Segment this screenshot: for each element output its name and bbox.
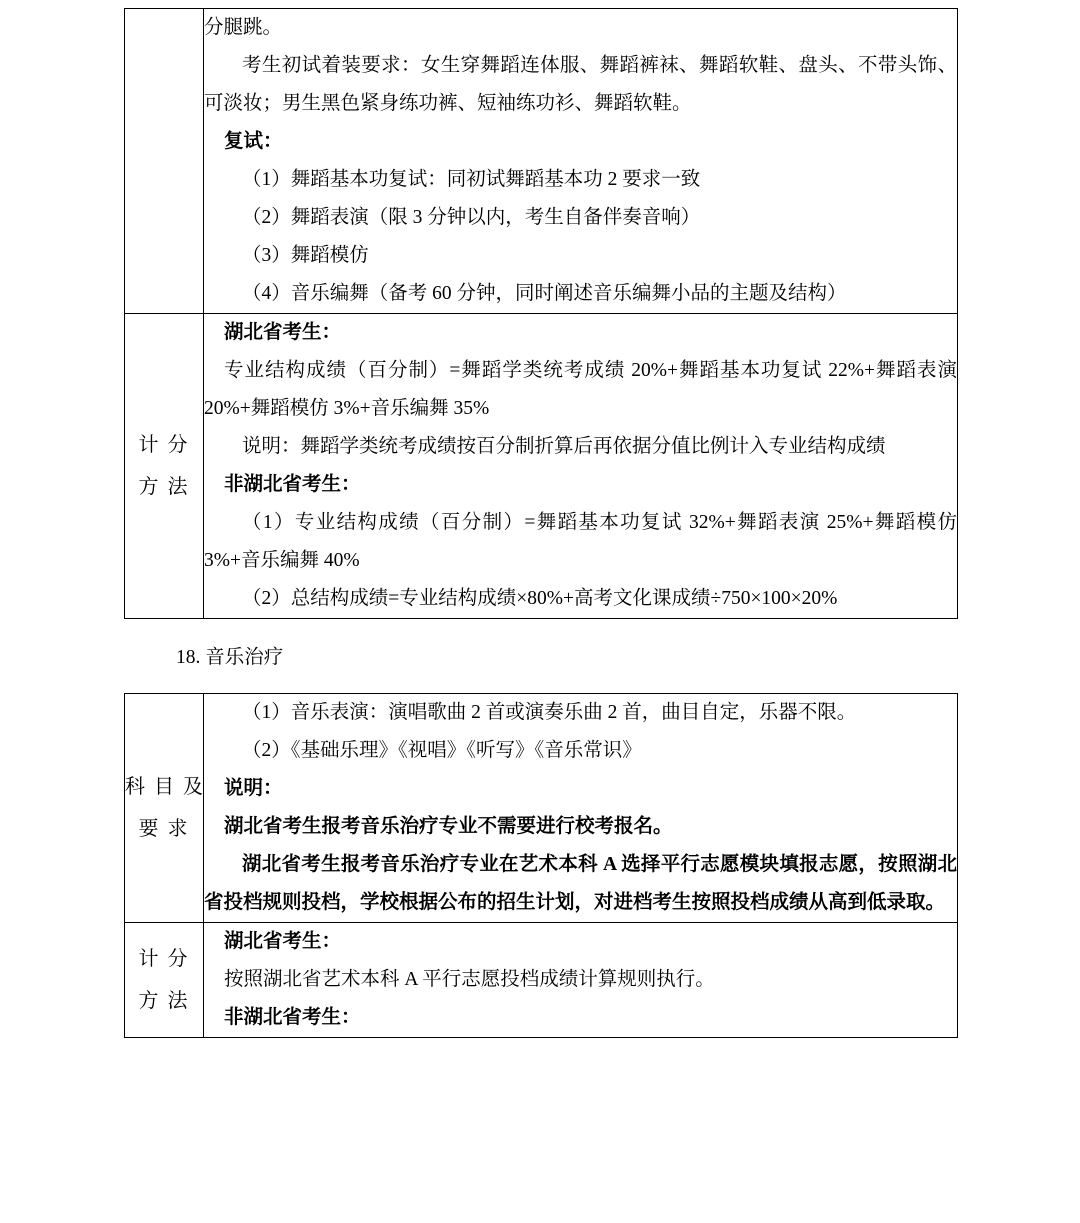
row-label-line: 科 目 及 [125, 776, 205, 798]
paragraph: 湖北省考生： [224, 931, 342, 952]
requirements-table-dance [124, 8, 958, 619]
paragraph: （1）专业结构成绩（百分制）=舞蹈基本功复试 32%+舞蹈表演 25%+舞蹈模仿 3%+音乐编舞 40% [204, 512, 957, 571]
row-label-empty [125, 9, 204, 314]
row-label-scoring-method-2 [125, 923, 204, 1038]
table-row [125, 694, 958, 923]
table-row [125, 9, 958, 314]
paragraph: 按照湖北省艺术本科 A 平行志愿投档成绩计算规则执行。 [224, 969, 715, 990]
row-content-subjects-and-requirements [204, 694, 958, 923]
document-page [0, 8, 1080, 1223]
paragraph: 湖北省考生： [224, 322, 342, 343]
section-heading: 18. 音乐治疗 [176, 647, 284, 668]
row-content-scoring-method [204, 314, 958, 619]
paragraph: （4）音乐编舞（备考 60 分钟，同时阐述音乐编舞小品的主题及结构） [242, 283, 847, 304]
row-content-scoring-method-2 [204, 923, 958, 1038]
paragraph: 考生初试着装要求：女生穿舞蹈连体服、舞蹈裤袜、舞蹈软鞋、盘头、不带头饰、可淡妆；男生黑色紧身练功裤、短袖练功衫、舞蹈软鞋。 [204, 55, 957, 114]
paragraph: 湖北省考生报考音乐治疗专业不需要进行校考报名。 [224, 816, 673, 837]
row-label-line: 计 分 [138, 948, 190, 970]
row-label-line: 方 法 [138, 476, 190, 498]
paragraph: 非湖北省考生： [224, 474, 361, 495]
paragraph: 复试： [224, 131, 283, 152]
row-label-scoring-method [125, 314, 204, 619]
row-label-line: 计 分 [138, 434, 190, 456]
row-label-subjects-and-requirements [125, 694, 204, 923]
row-label-line: 方 法 [138, 990, 190, 1012]
paragraph: 说明： [224, 778, 283, 799]
paragraph: （1）音乐表演：演唱歌曲 2 首或演奏乐曲 2 首，曲目自定，乐器不限。 [242, 702, 857, 723]
row-content-exam-subjects [204, 9, 958, 314]
paragraph: 湖北省考生报考音乐治疗专业在艺术本科 A 选择平行志愿模块填报志愿，按照湖北省投档规则投档，学校根据公布的招生计划，对进档考生按照投档成绩从高到低录取。 [204, 854, 957, 913]
row-label-line: 要 求 [138, 818, 190, 840]
paragraph: （1）舞蹈基本功复试：同初试舞蹈基本功 2 要求一致 [242, 169, 701, 190]
table-row [125, 923, 958, 1038]
paragraph: （2）《基础乐理》《视唱》《听写》《音乐常识》 [242, 740, 642, 761]
paragraph: （2）舞蹈表演（限 3 分钟以内，考生自备伴奏音响） [242, 207, 701, 228]
requirements-table-music-therapy [124, 693, 958, 1038]
paragraph: （3）舞蹈模仿 [242, 245, 369, 266]
paragraph: 说明：舞蹈学类统考成绩按百分制折算后再依据分值比例计入专业结构成绩 [242, 436, 886, 457]
paragraph: 专业结构成绩（百分制）=舞蹈学类统考成绩 20%+舞蹈基本功复试 22%+舞蹈表演 20%+舞蹈模仿 3%+音乐编舞 35% [204, 360, 957, 419]
paragraph: 分腿跳。 [204, 17, 283, 38]
paragraph: （2）总结构成绩=专业结构成绩×80%+高考文化课成绩÷750×100×20% [242, 588, 838, 609]
paragraph: 非湖北省考生： [224, 1007, 361, 1028]
table-row [125, 314, 958, 619]
